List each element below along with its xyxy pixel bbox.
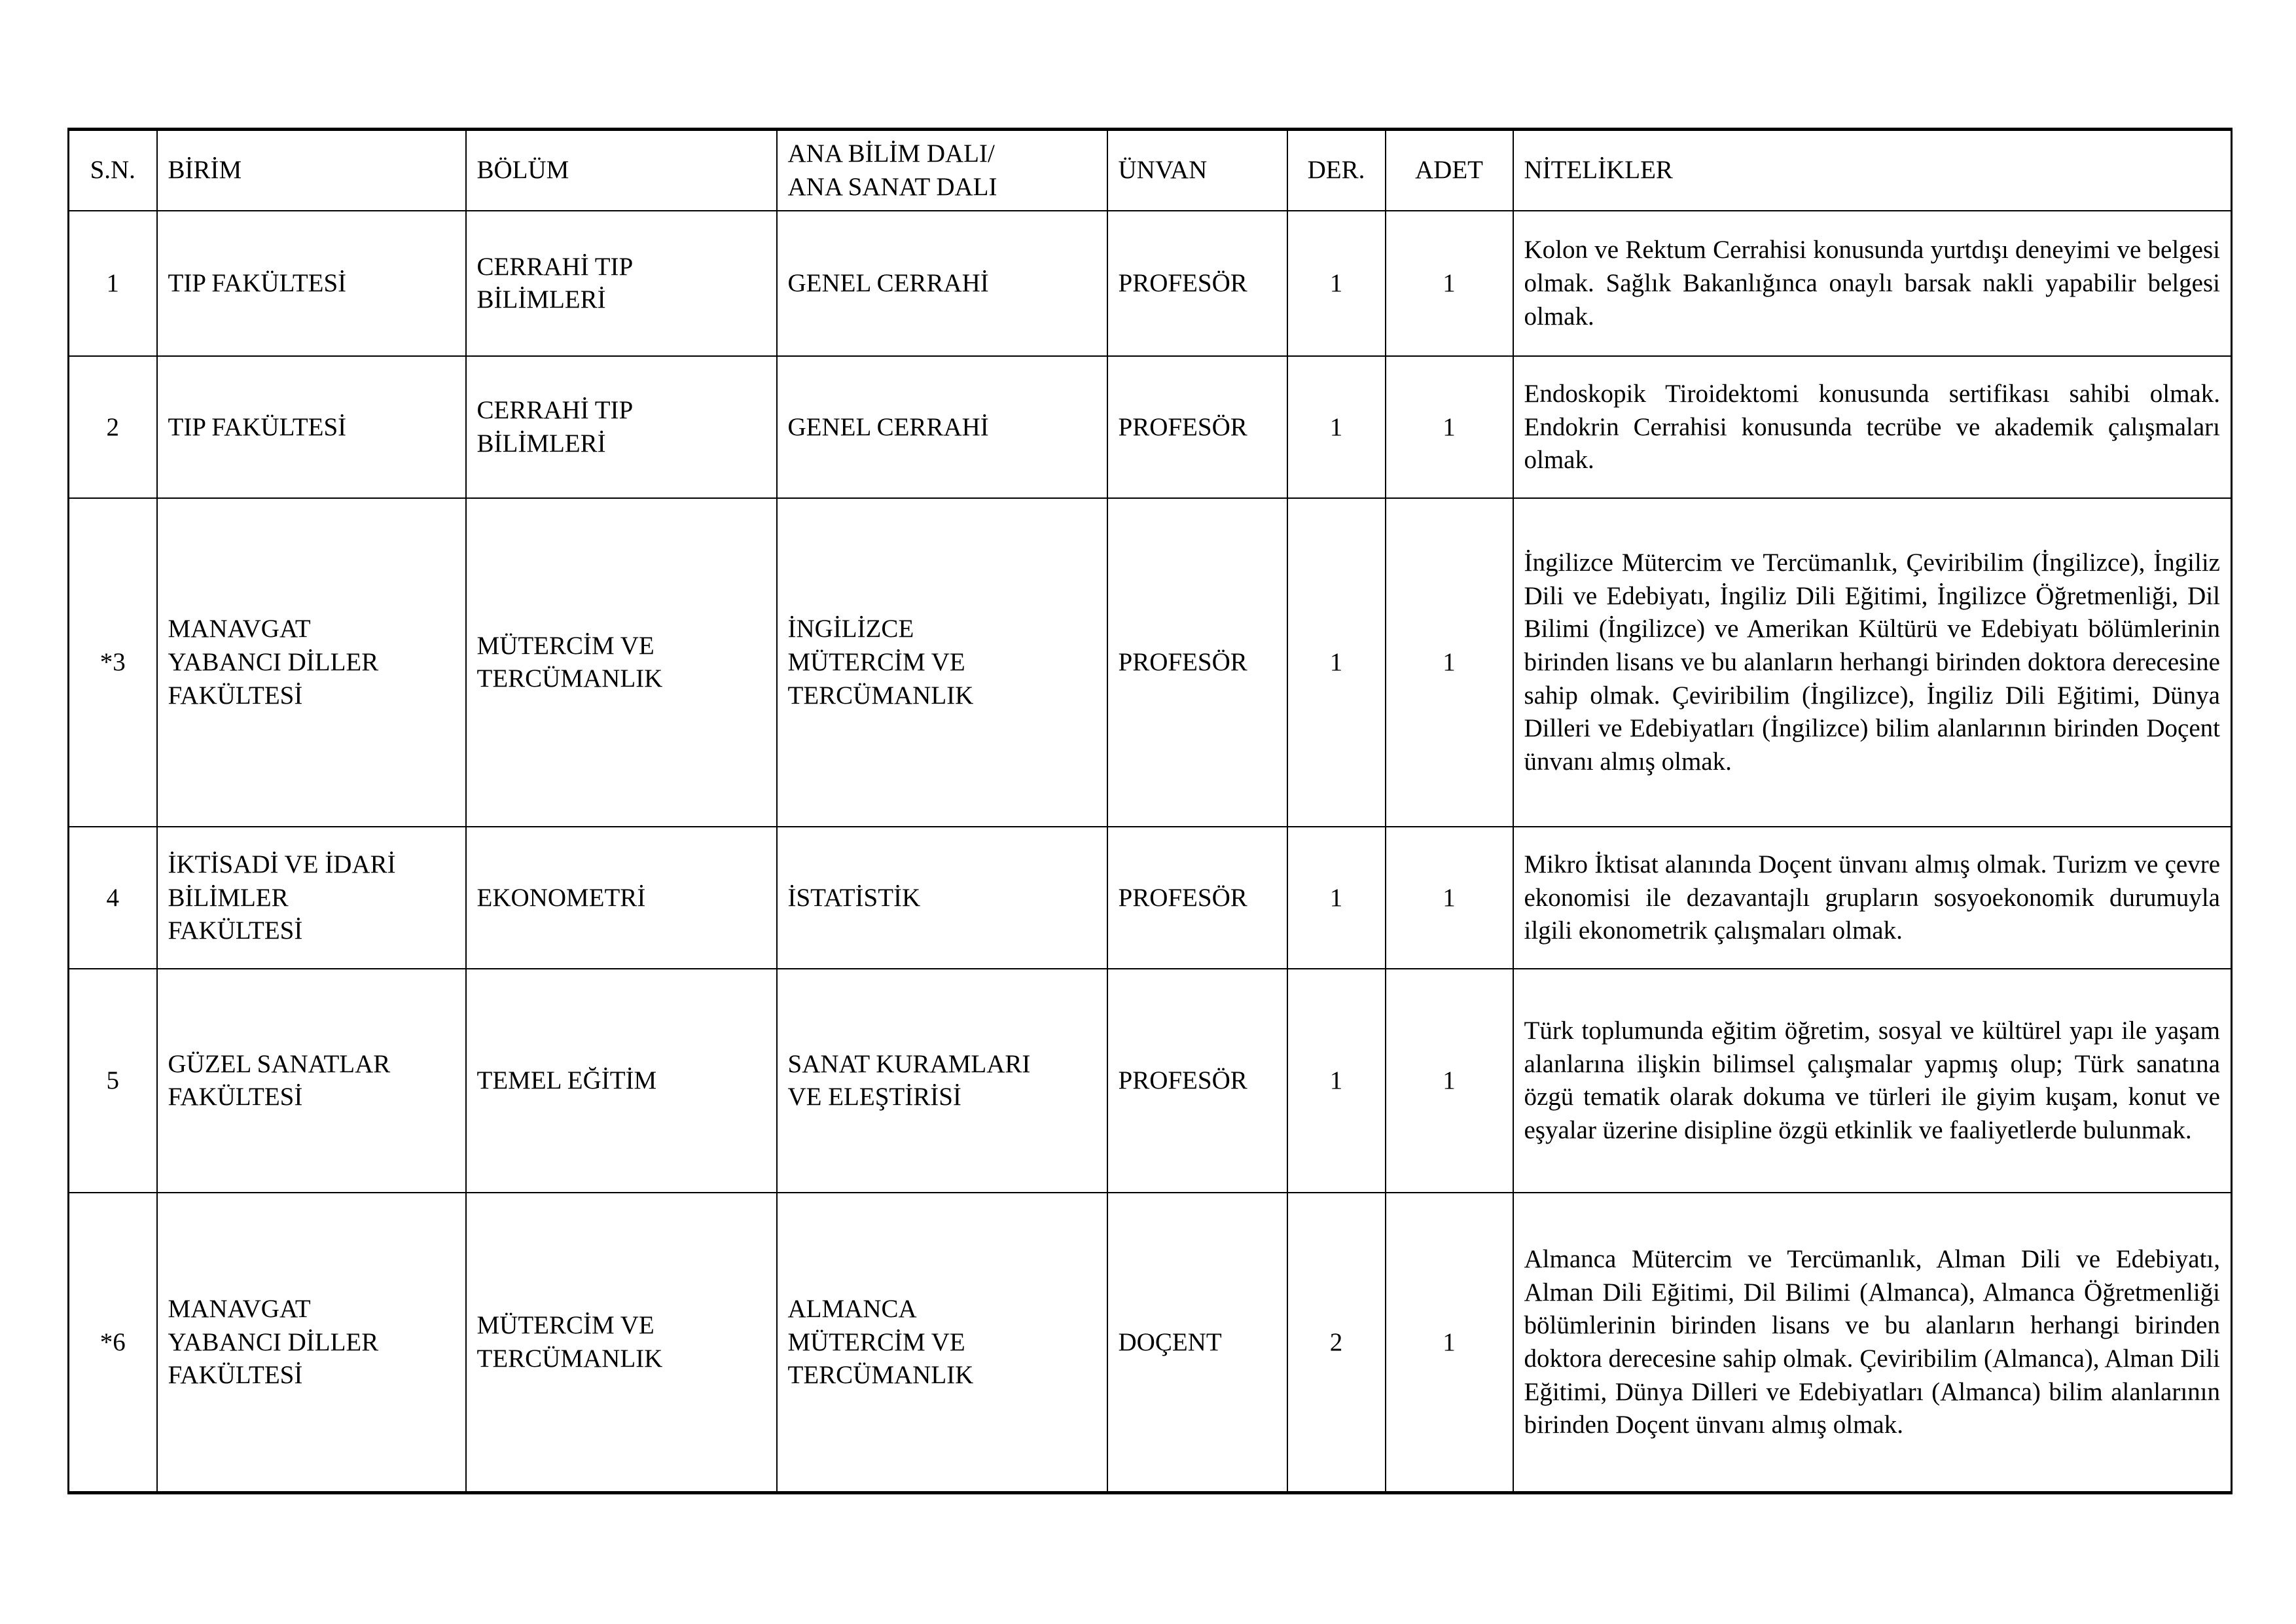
- cell-ana-bilim-dali-line: VE ELEŞTİRİSİ: [787, 1083, 961, 1111]
- cell-der: 1: [1287, 969, 1386, 1193]
- column-header-sn: S.N.: [69, 130, 157, 211]
- academic-positions-table: [67, 128, 2233, 1494]
- cell-birim-line: TIP FAKÜLTESİ: [168, 412, 347, 441]
- cell-ana-bilim-dali-line: TERCÜMANLIK: [787, 681, 974, 710]
- table-header-row: [69, 130, 2232, 211]
- cell-adet: 1: [1386, 1193, 1513, 1493]
- cell-adet: 1: [1386, 498, 1513, 827]
- cell-birim-line: MANAVGAT: [168, 615, 311, 643]
- cell-ana-bilim-dali-line: ALMANCA: [787, 1294, 917, 1323]
- cell-unvan: DOÇENT: [1107, 1193, 1287, 1493]
- cell-birim-line: GÜZEL SANATLAR: [168, 1049, 391, 1078]
- cell-nitelikler: Kolon ve Rektum Cerrahisi konusunda yurtdışı deneyimi ve belgesi olmak. Sağlık Bakanlığınca onaylı barsak nakli yapabilir belgesi olmak.: [1513, 211, 2232, 356]
- cell-bolum-line: TERCÜMANLIK: [476, 664, 663, 693]
- table-row: [69, 211, 2232, 356]
- cell-birim: [157, 498, 466, 827]
- cell-birim-line: YABANCI DİLLER: [168, 648, 379, 677]
- cell-ana-bilim-dali: [777, 1193, 1107, 1493]
- cell-ana-bilim-dali-line: İSTATİSTİK: [787, 883, 921, 912]
- cell-bolum: [466, 498, 777, 827]
- table-header: [69, 130, 2232, 211]
- cell-nitelikler: İngilizce Mütercim ve Tercümanlık, Çeviribilim (İngilizce), İngiliz Dili ve Edebiyatı, İngiliz Dili Eğitimi, İngilizce Öğretmenliği, Dil Bilimi (İngilizce) ve Amerikan Kültürü ve Edebiyatı bölümlerinin birinden lisans ve bu alanların herhangi birinden doktora derecesine sahip olmak. Çeviribilim (İngilizce), İngiliz Dili Eğitimi, Dünya Dilleri ve Edebiyatları (İngilizce) bilim alanlarının birinden Doçent ünvanı almış olmak.: [1513, 498, 2232, 827]
- cell-bolum: [466, 1193, 777, 1493]
- column-header-nitelikler: NİTELİKLER: [1513, 130, 2232, 211]
- cell-birim-line: FAKÜLTESİ: [168, 1361, 303, 1390]
- cell-birim: [157, 211, 466, 356]
- cell-bolum-line: MÜTERCİM VE: [476, 631, 655, 660]
- column-header-der: DER.: [1287, 130, 1386, 211]
- cell-birim: [157, 969, 466, 1193]
- cell-der: 1: [1287, 211, 1386, 356]
- cell-der: 2: [1287, 1193, 1386, 1493]
- cell-bolum-line: MÜTERCİM VE: [476, 1311, 655, 1340]
- cell-ana-bilim-dali-line: GENEL CERRAHİ: [787, 412, 989, 441]
- table-row: [69, 827, 2232, 969]
- column-header-adet: ADET: [1386, 130, 1513, 211]
- column-header-ana-bilim-dali-line2: ANA SANAT DALI: [787, 172, 997, 201]
- cell-bolum-line: TEMEL EĞİTİM: [476, 1066, 657, 1095]
- cell-birim-line: FAKÜLTESİ: [168, 916, 303, 945]
- cell-sn: 1: [69, 211, 157, 356]
- cell-nitelikler: Endoskopik Tiroidektomi konusunda sertifikası sahibi olmak. Endokrin Cerrahisi konusunda tecrübe ve akademik çalışmaları olmak.: [1513, 356, 2232, 498]
- cell-birim: [157, 356, 466, 498]
- cell-bolum: [466, 211, 777, 356]
- table-row: [69, 498, 2232, 827]
- cell-bolum-line: TERCÜMANLIK: [476, 1344, 663, 1373]
- cell-birim-line: BİLİMLER: [168, 883, 289, 912]
- cell-unvan: PROFESÖR: [1107, 356, 1287, 498]
- cell-sn: 5: [69, 969, 157, 1193]
- cell-birim-line: FAKÜLTESİ: [168, 1083, 303, 1111]
- cell-birim: [157, 827, 466, 969]
- column-header-unvan: ÜNVAN: [1107, 130, 1287, 211]
- cell-bolum: [466, 356, 777, 498]
- cell-ana-bilim-dali: [777, 356, 1107, 498]
- cell-birim: [157, 1193, 466, 1493]
- column-header-birim: BİRİM: [157, 130, 466, 211]
- cell-sn: 4: [69, 827, 157, 969]
- cell-birim-line: TIP FAKÜLTESİ: [168, 269, 347, 298]
- cell-ana-bilim-dali-line: SANAT KURAMLARI: [787, 1049, 1031, 1078]
- cell-bolum-line: BİLİMLERİ: [476, 429, 606, 458]
- cell-bolum-line: BİLİMLERİ: [476, 285, 606, 314]
- cell-birim-line: YABANCI DİLLER: [168, 1327, 379, 1356]
- cell-bolum-line: CERRAHİ TIP: [476, 396, 634, 425]
- cell-ana-bilim-dali-line: MÜTERCİM VE: [787, 648, 965, 677]
- cell-bolum: [466, 827, 777, 969]
- cell-adet: 1: [1386, 827, 1513, 969]
- table-row: [69, 1193, 2232, 1493]
- cell-sn: 2: [69, 356, 157, 498]
- academic-positions-table-wrapper: [67, 128, 2231, 1494]
- cell-unvan: PROFESÖR: [1107, 969, 1287, 1193]
- cell-adet: 1: [1386, 969, 1513, 1193]
- cell-adet: 1: [1386, 211, 1513, 356]
- cell-sn: *6: [69, 1193, 157, 1493]
- cell-sn: *3: [69, 498, 157, 827]
- cell-birim-line: İKTİSADİ VE İDARİ: [168, 850, 396, 878]
- cell-birim-line: MANAVGAT: [168, 1294, 311, 1323]
- cell-bolum-line: EKONOMETRİ: [476, 883, 646, 912]
- cell-unvan: PROFESÖR: [1107, 498, 1287, 827]
- cell-ana-bilim-dali: [777, 498, 1107, 827]
- cell-birim-line: FAKÜLTESİ: [168, 681, 303, 710]
- cell-der: 1: [1287, 498, 1386, 827]
- cell-nitelikler: Almanca Mütercim ve Tercümanlık, Alman Dili ve Edebiyatı, Alman Dili Eğitimi, Dil Bilimi (Almanca), Almanca Öğretmenliği bölümlerinin birinden lisans ve bu alanların herhangi birinden doktora derecesine sahip olmak. Çeviribilim (Almanca), Alman Dili Eğitimi, Dünya Dilleri ve Edebiyatları (Almanca) bilim alanlarının birinden Doçent ünvanı almış olmak.: [1513, 1193, 2232, 1493]
- cell-ana-bilim-dali-line: İNGİLİZCE: [787, 615, 914, 643]
- table-body: [69, 211, 2232, 1493]
- column-header-ana-bilim-dali: [777, 130, 1107, 211]
- cell-ana-bilim-dali-line: TERCÜMANLIK: [787, 1361, 974, 1390]
- cell-der: 1: [1287, 356, 1386, 498]
- cell-adet: 1: [1386, 356, 1513, 498]
- cell-bolum-line: CERRAHİ TIP: [476, 252, 634, 281]
- cell-ana-bilim-dali-line: MÜTERCİM VE: [787, 1327, 965, 1356]
- cell-bolum: [466, 969, 777, 1193]
- cell-der: 1: [1287, 827, 1386, 969]
- column-header-ana-bilim-dali-line1: ANA BİLİM DALI/: [787, 139, 995, 168]
- cell-unvan: PROFESÖR: [1107, 211, 1287, 356]
- cell-ana-bilim-dali: [777, 211, 1107, 356]
- cell-nitelikler: Mikro İktisat alanında Doçent ünvanı almış olmak. Turizm ve çevre ekonomisi ile dezavantajlı grupların sosyoekonomik durumuyla ilgili ekonometrik çalışmaları olmak.: [1513, 827, 2232, 969]
- cell-nitelikler: Türk toplumunda eğitim öğretim, sosyal ve kültürel yapı ile yaşam alanlarına ilişkin bilimsel çalışmalar yapmış olup; Türk sanatına özgü tematik olarak dokuma ve türleri ile giyim kuşam, konut ve eşyalar üzerine disipline özgü etkinlik ve faaliyetlerde bulunmak.: [1513, 969, 2232, 1193]
- column-header-bolum: BÖLÜM: [466, 130, 777, 211]
- cell-ana-bilim-dali: [777, 969, 1107, 1193]
- table-row: [69, 969, 2232, 1193]
- cell-unvan: PROFESÖR: [1107, 827, 1287, 969]
- cell-ana-bilim-dali-line: GENEL CERRAHİ: [787, 269, 989, 298]
- table-row: [69, 356, 2232, 498]
- cell-ana-bilim-dali: [777, 827, 1107, 969]
